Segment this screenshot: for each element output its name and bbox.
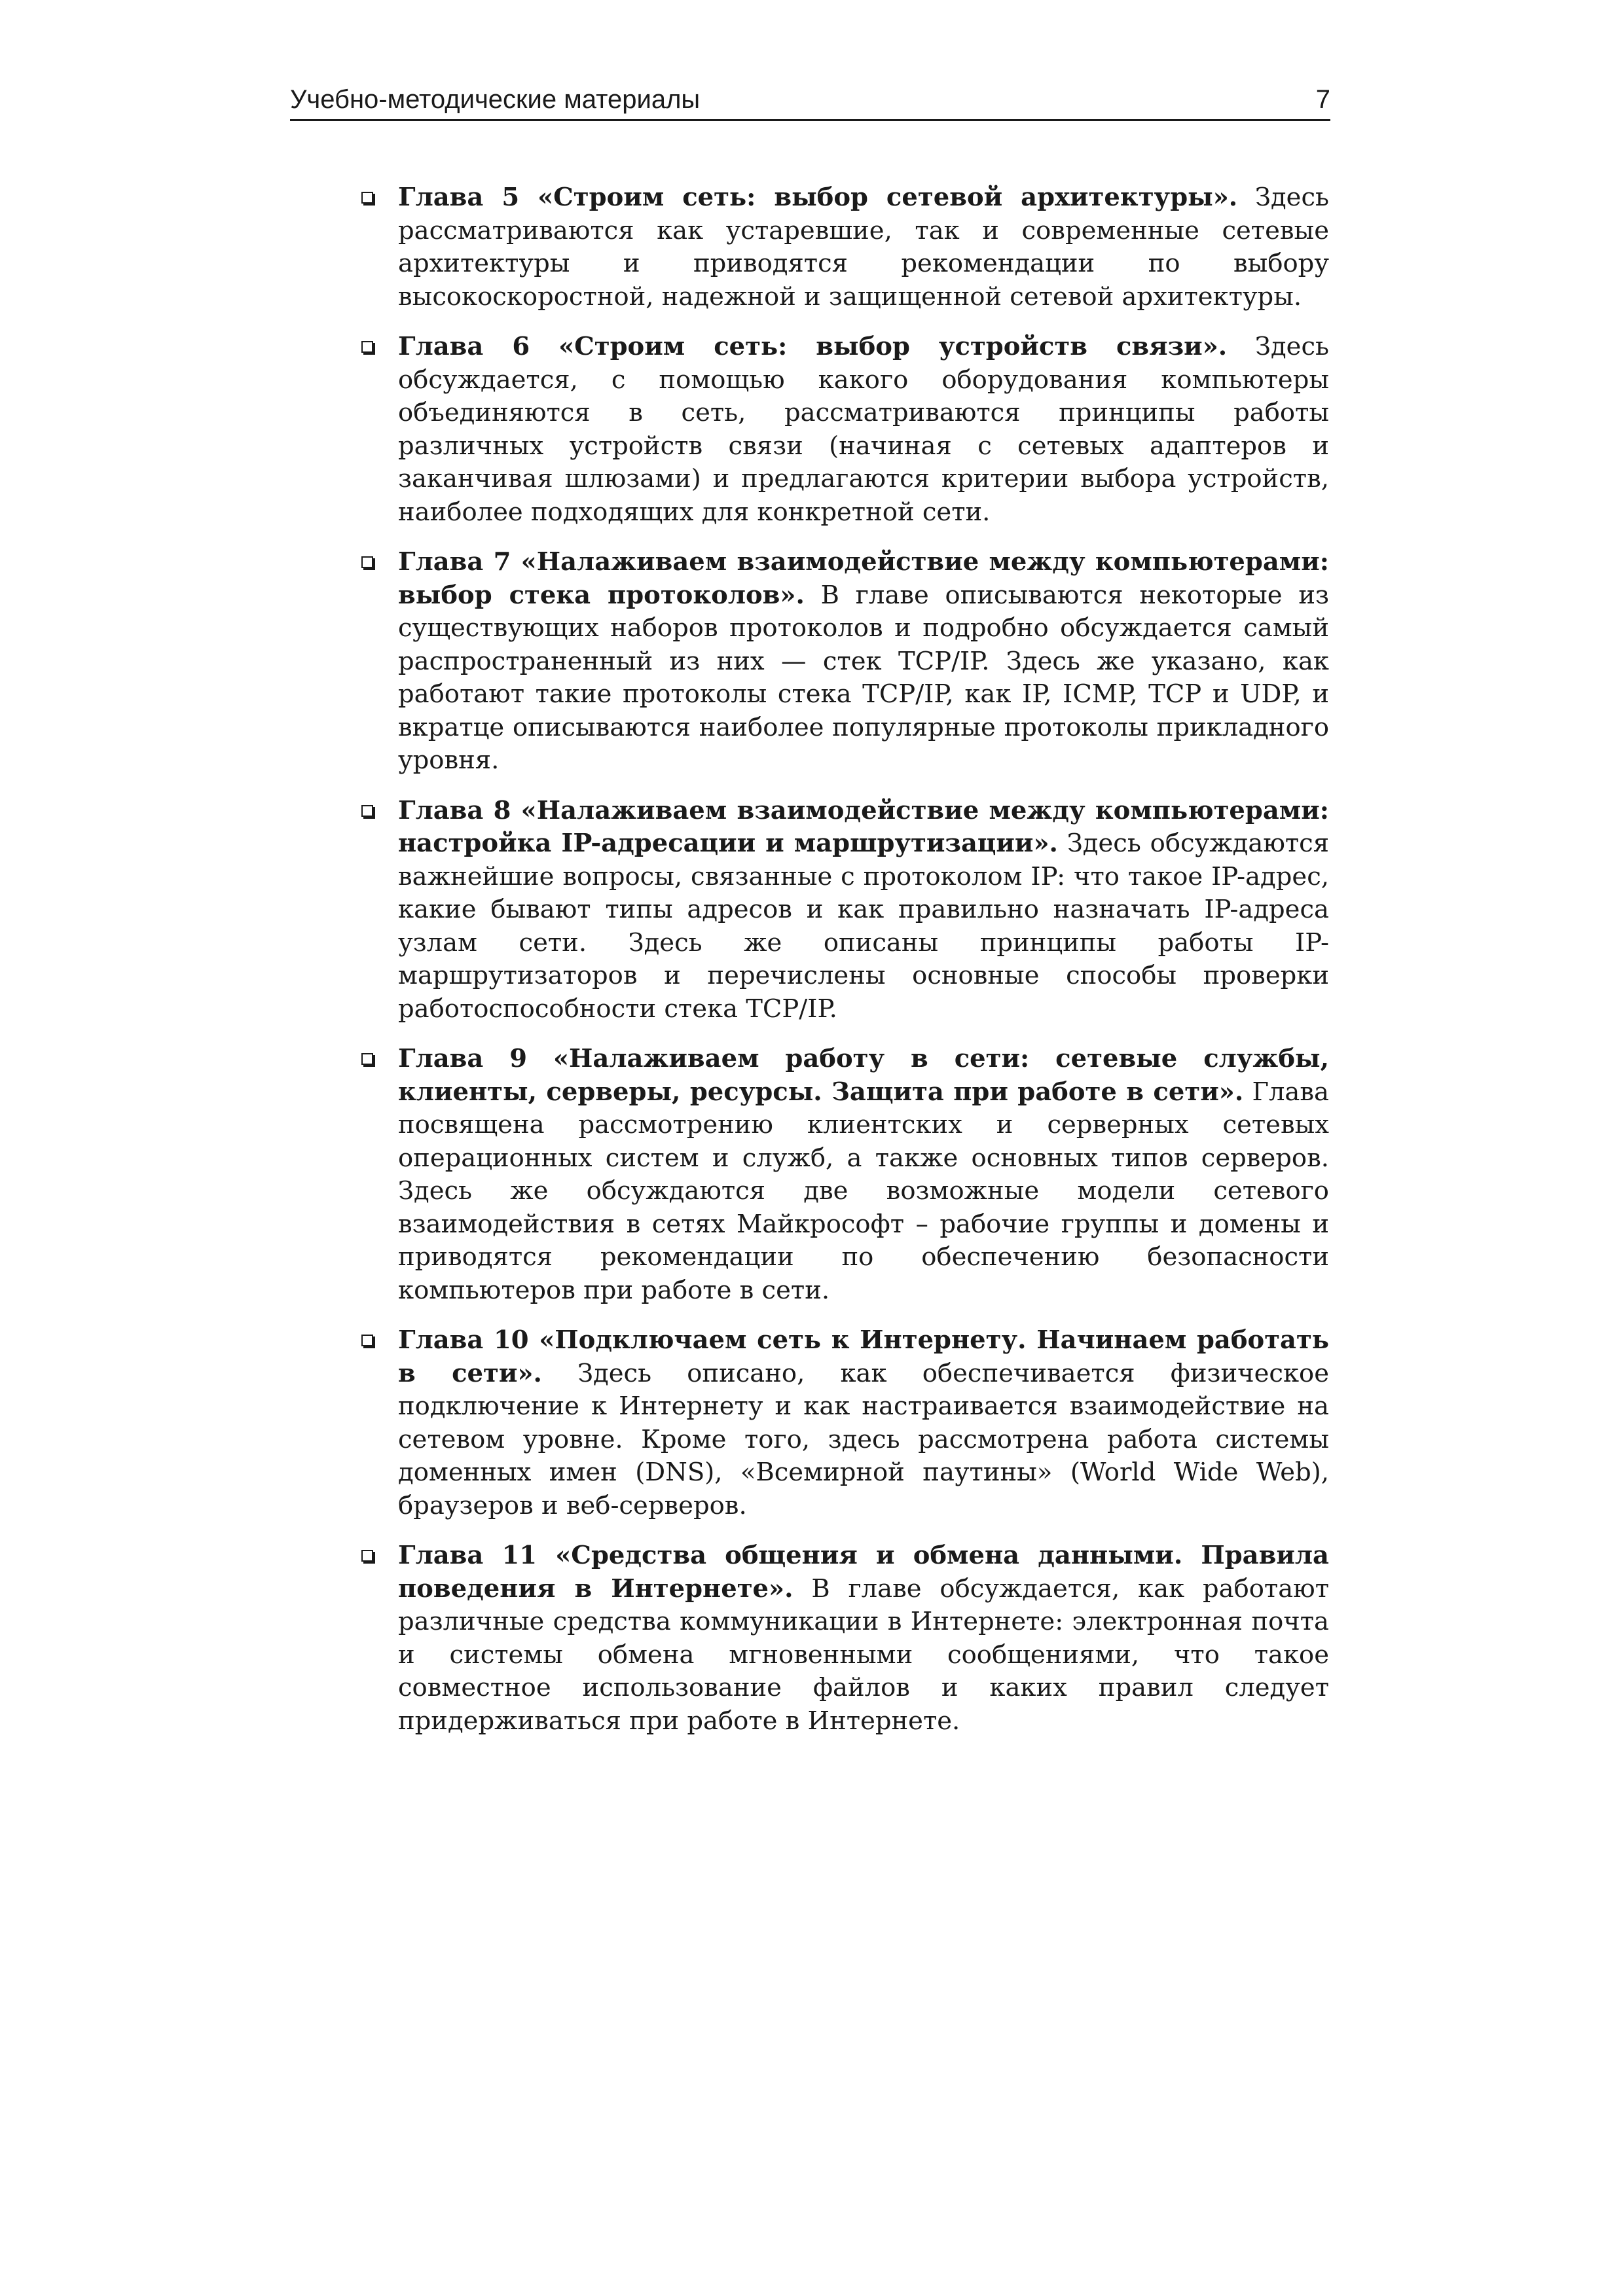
chapter-heading: Глава 8 «Налаживаем взаимодействие между компьютерами: настройка IP-адресации и маршрутизации».: [398, 795, 1329, 858]
chapter-heading: Глава 6 «Строим сеть: выбор устройств связи».: [398, 332, 1228, 361]
chapter-heading: Глава 7 «Налаживаем взаимодействие между компьютерами: выбор стека протоколов».: [398, 547, 1329, 610]
chapter-list: [398, 181, 1329, 1755]
checkbox-bullet-icon: [361, 1550, 373, 1562]
chapter-description: В главе описываются некоторые из существующих наборов протоколов и подробно обсуждается самый распространенный из них — стек TCP/IP. Здесь же указано, как работают такие протоколы стека TCP/IP, как IP, ICMP, TCP и UDP, и вкратце описываются наиболее популярные протоколы прикладного уровня.: [398, 580, 1329, 775]
chapter-heading: Глава 10 «Подключаем сеть к Интернету. Начинаем работать в сети».: [398, 1325, 1329, 1388]
chapter-description: Здесь обсуждается, с помощью какого оборудования компьютеры объединяются в сеть, рассматриваются принципы работы различных устройств связи (начиная с сетевых адаптеров и заканчивая шлюзами) и предлагаются критерии выбора устройств, наиболее подходящих для конкретной сети.: [398, 332, 1329, 527]
list-item-chapter-5: [398, 181, 1329, 314]
list-item-chapter-8: [398, 795, 1329, 1026]
checkbox-bullet-icon: [361, 192, 373, 204]
page-number: 7: [1315, 85, 1330, 114]
page-header: [290, 84, 1330, 121]
checkbox-bullet-icon: [361, 556, 373, 568]
chapter-description: Здесь обсуждаются важнейшие вопросы, связанные с протоколом IP: что такое IP-адрес, какие бывают типы адресов и как правильно назначать IP-адреса узлам сети. Здесь же описаны принципы работы IP-маршрутизаторов и перечислены основные способы проверки работоспособности стека TCP/IP.: [398, 829, 1329, 1024]
chapter-heading: Глава 9 «Налаживаем работу в сети: сетевые службы, клиенты, серверы, ресурсы. Защита при работе в сети».: [398, 1044, 1329, 1107]
chapter-description: В главе обсуждается, как работают различные средства коммуникации в Интернете: электронная почта и системы обмена мгновенными сообщениями, что такое совместное использование файлов и каких правил следует придерживаться при работе в Интернете.: [398, 1573, 1330, 1736]
list-item-chapter-6: [398, 331, 1329, 529]
checkbox-bullet-icon: [361, 1053, 373, 1065]
list-item-chapter-7: [398, 546, 1329, 778]
chapter-description: Глава посвящена рассмотрению клиентских и серверных сетевых операционных систем и служб, а также основных типов серверов. Здесь же обсуждаются две возможные модели сетевого взаимодействия в сетях Майкрософт – рабочие группы и домены и приводятся рекомендации по обеспечению безопасности компьютеров при работе в сети.: [398, 1077, 1329, 1305]
chapter-description: Здесь рассматриваются как устаревшие, так и современные сетевые архитектуры и приводятся рекомендации по выбору высокоскоростной, надежной и защищенной сетевой архитектуры.: [398, 183, 1329, 312]
list-item-chapter-9: [398, 1043, 1329, 1307]
checkbox-bullet-icon: [361, 341, 373, 353]
running-title: Учебно-методические материалы: [290, 85, 701, 114]
list-item-chapter-11: [398, 1539, 1329, 1738]
chapter-description: Здесь описано, как обеспечивается физическое подключение к Интернету и как настраивается взаимодействие на сетевом уровне. Кроме того, здесь рассмотрена работа системы доменных имен (DNS), «Всемирной паутины» (World Wide Web), браузеров и веб-серверов.: [398, 1358, 1330, 1520]
checkbox-bullet-icon: [361, 1335, 373, 1346]
chapter-heading: Глава 11 «Средства общения и обмена данными. Правила поведения в Интернете».: [398, 1541, 1329, 1604]
chapter-heading: Глава 5 «Строим сеть: выбор сетевой архитектуры».: [398, 183, 1238, 212]
list-item-chapter-10: [398, 1324, 1329, 1522]
checkbox-bullet-icon: [361, 805, 373, 817]
